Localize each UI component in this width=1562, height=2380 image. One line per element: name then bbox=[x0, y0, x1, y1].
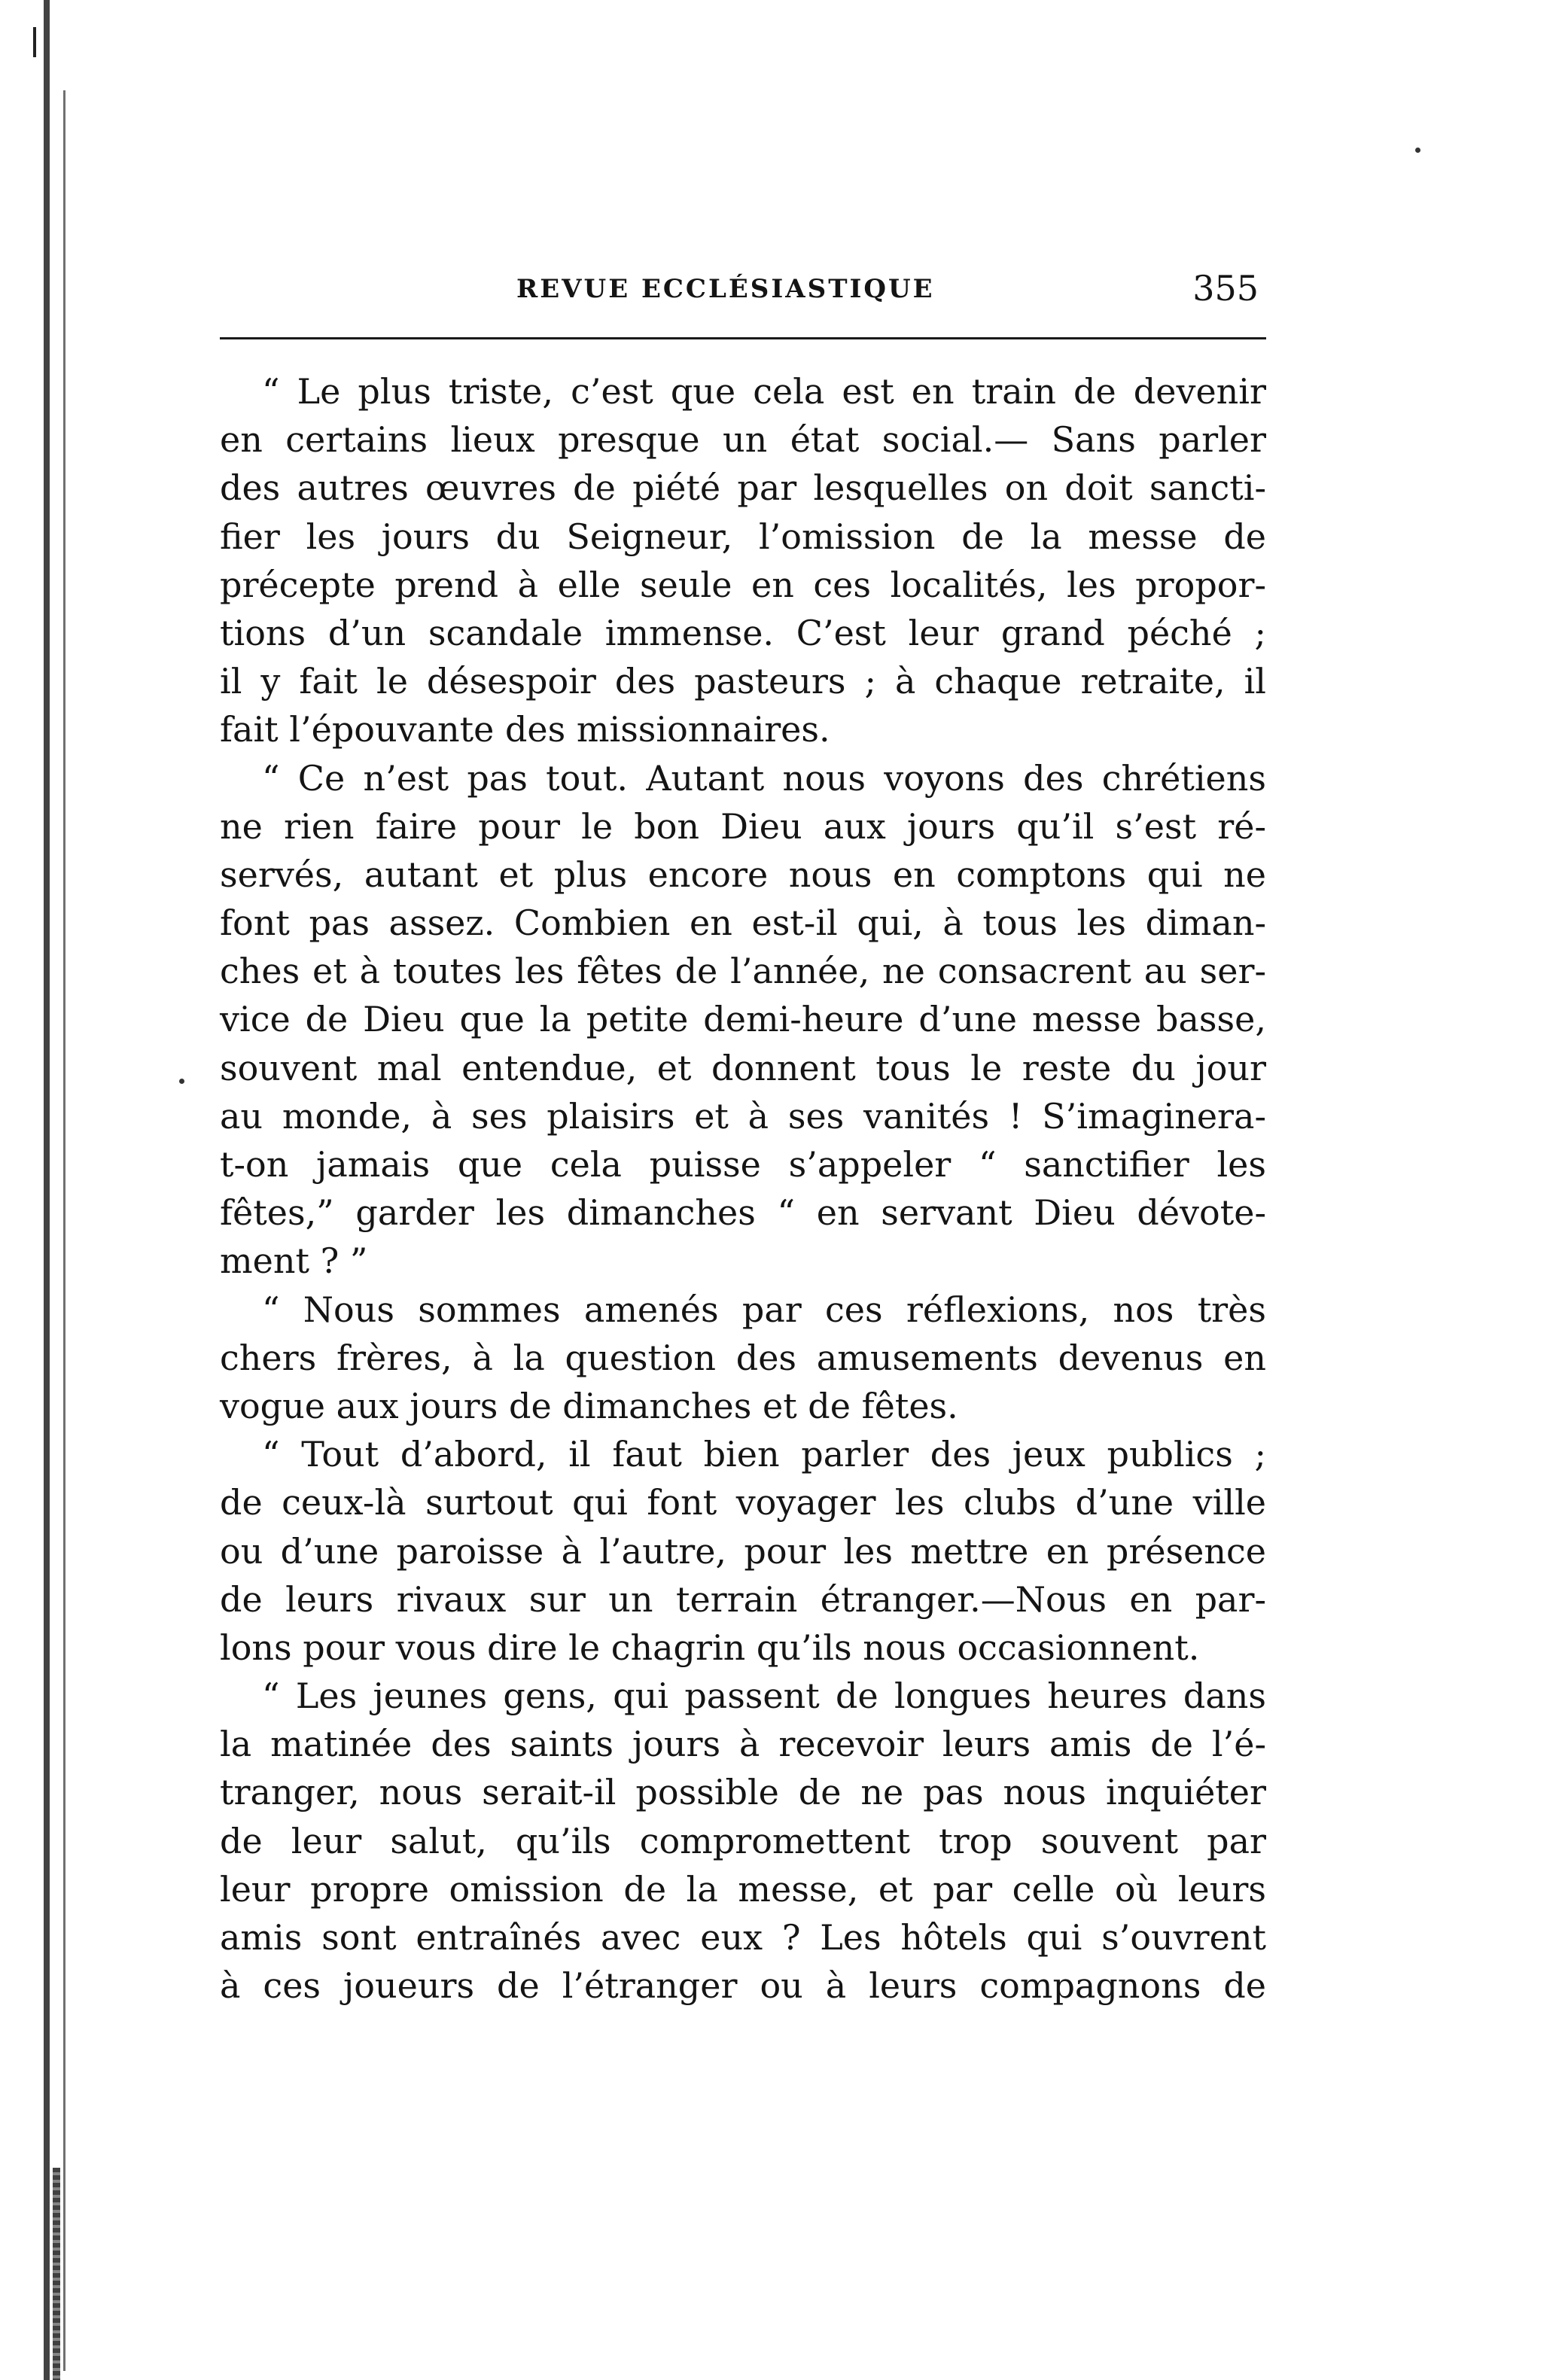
text-line: font pas assez. Combien en est-il qui, à tous les diman- bbox=[220, 902, 1266, 944]
scan-speck bbox=[179, 1079, 184, 1084]
text-line: au monde, à ses plaisirs et à ses vanités ! S’imaginera- bbox=[220, 1095, 1266, 1137]
text-line: fait l’épouvante des missionnaires. bbox=[220, 709, 830, 750]
text-line: tranger, nous serait-il possible de ne pas nous inquiéter bbox=[220, 1772, 1266, 1813]
text-line: “ Nous sommes amenés par ces réflexions, nos très bbox=[262, 1289, 1266, 1330]
text-line: leur propre omission de la messe, et par celle où leurs bbox=[220, 1868, 1266, 1910]
text-line: lons pour vous dire le chagrin qu’ils nous occasionnent. bbox=[220, 1627, 1200, 1668]
header-rule bbox=[220, 337, 1266, 339]
text-line: chers frères, à la question des amusements devenus en bbox=[220, 1337, 1266, 1378]
text-line: précepte prend à elle seule en ces localités, les propor- bbox=[220, 564, 1266, 605]
text-line: servés, autant et plus encore nous en comptons qui ne bbox=[220, 854, 1266, 895]
text-line: de ceux-là surtout qui font voyager les clubs d’une ville bbox=[220, 1482, 1266, 1523]
page-binding-texture bbox=[53, 2168, 60, 2380]
page-binding-edge bbox=[44, 0, 50, 2380]
text-line: de leur salut, qu’ils compromettent trop souvent par bbox=[220, 1820, 1266, 1861]
text-line: vice de Dieu que la petite demi-heure d’une messe basse, bbox=[220, 999, 1266, 1040]
text-line: fier les jours du Seigneur, l’omission de la messe de bbox=[220, 516, 1266, 557]
text-line: t-on jamais que cela puisse s’appeler “ sanctifier les bbox=[220, 1144, 1266, 1185]
text-line: en certains lieux presque un état social.— Sans parler bbox=[220, 419, 1266, 461]
page-header bbox=[220, 268, 1266, 313]
text-line: à ces joueurs de l’étranger ou à leurs compagnons de bbox=[220, 1965, 1266, 2007]
body-text bbox=[220, 367, 1266, 2010]
text-line: amis sont entraînés avec eux ? Les hôtels qui s’ouvrent bbox=[220, 1917, 1266, 1958]
text-line: la matinée des saints jours à recevoir leurs amis de l’é- bbox=[220, 1724, 1266, 1765]
running-title: REVUE ECCLÉSIASTIQUE bbox=[516, 274, 935, 304]
text-line: ment ? ” bbox=[220, 1240, 368, 1282]
page-binding-line bbox=[63, 90, 65, 2371]
text-line: il y fait le désespoir des pasteurs ; à chaque retraite, il bbox=[220, 661, 1266, 702]
text-line: “ Tout d’abord, il faut bien parler des jeux publics ; bbox=[262, 1434, 1266, 1475]
text-line: des autres œuvres de piété par lesquelles on doit sancti- bbox=[220, 467, 1266, 509]
text-line: souvent mal entendue, et donnent tous le reste du jour bbox=[220, 1047, 1266, 1088]
text-line: “ Les jeunes gens, qui passent de longues heures dans bbox=[262, 1675, 1266, 1717]
text-line: ches et à toutes les fêtes de l’année, ne consacrent au ser- bbox=[220, 951, 1266, 992]
text-line: de leurs rivaux sur un terrain étranger.—Nous en par- bbox=[220, 1578, 1266, 1620]
text-line: fêtes,” garder les dimanches “ en servant Dieu dévote- bbox=[220, 1192, 1266, 1234]
scan-mark bbox=[33, 27, 36, 57]
text-line: “ Ce n’est pas tout. Autant nous voyons des chrétiens bbox=[262, 757, 1266, 799]
text-line: ou d’une paroisse à l’autre, pour les mettre en présence bbox=[220, 1530, 1266, 1572]
scan-speck bbox=[1415, 148, 1420, 153]
text-line: tions d’un scandale immense. C’est leur grand péché ; bbox=[220, 612, 1266, 653]
text-line: ne rien faire pour le bon Dieu aux jours qu’il s’est ré- bbox=[220, 805, 1266, 847]
text-line: “ Le plus triste, c’est que cela est en train de devenir bbox=[262, 371, 1266, 412]
text-line: vogue aux jours de dimanches et de fêtes. bbox=[220, 1385, 958, 1426]
page-number: 355 bbox=[1192, 268, 1259, 309]
